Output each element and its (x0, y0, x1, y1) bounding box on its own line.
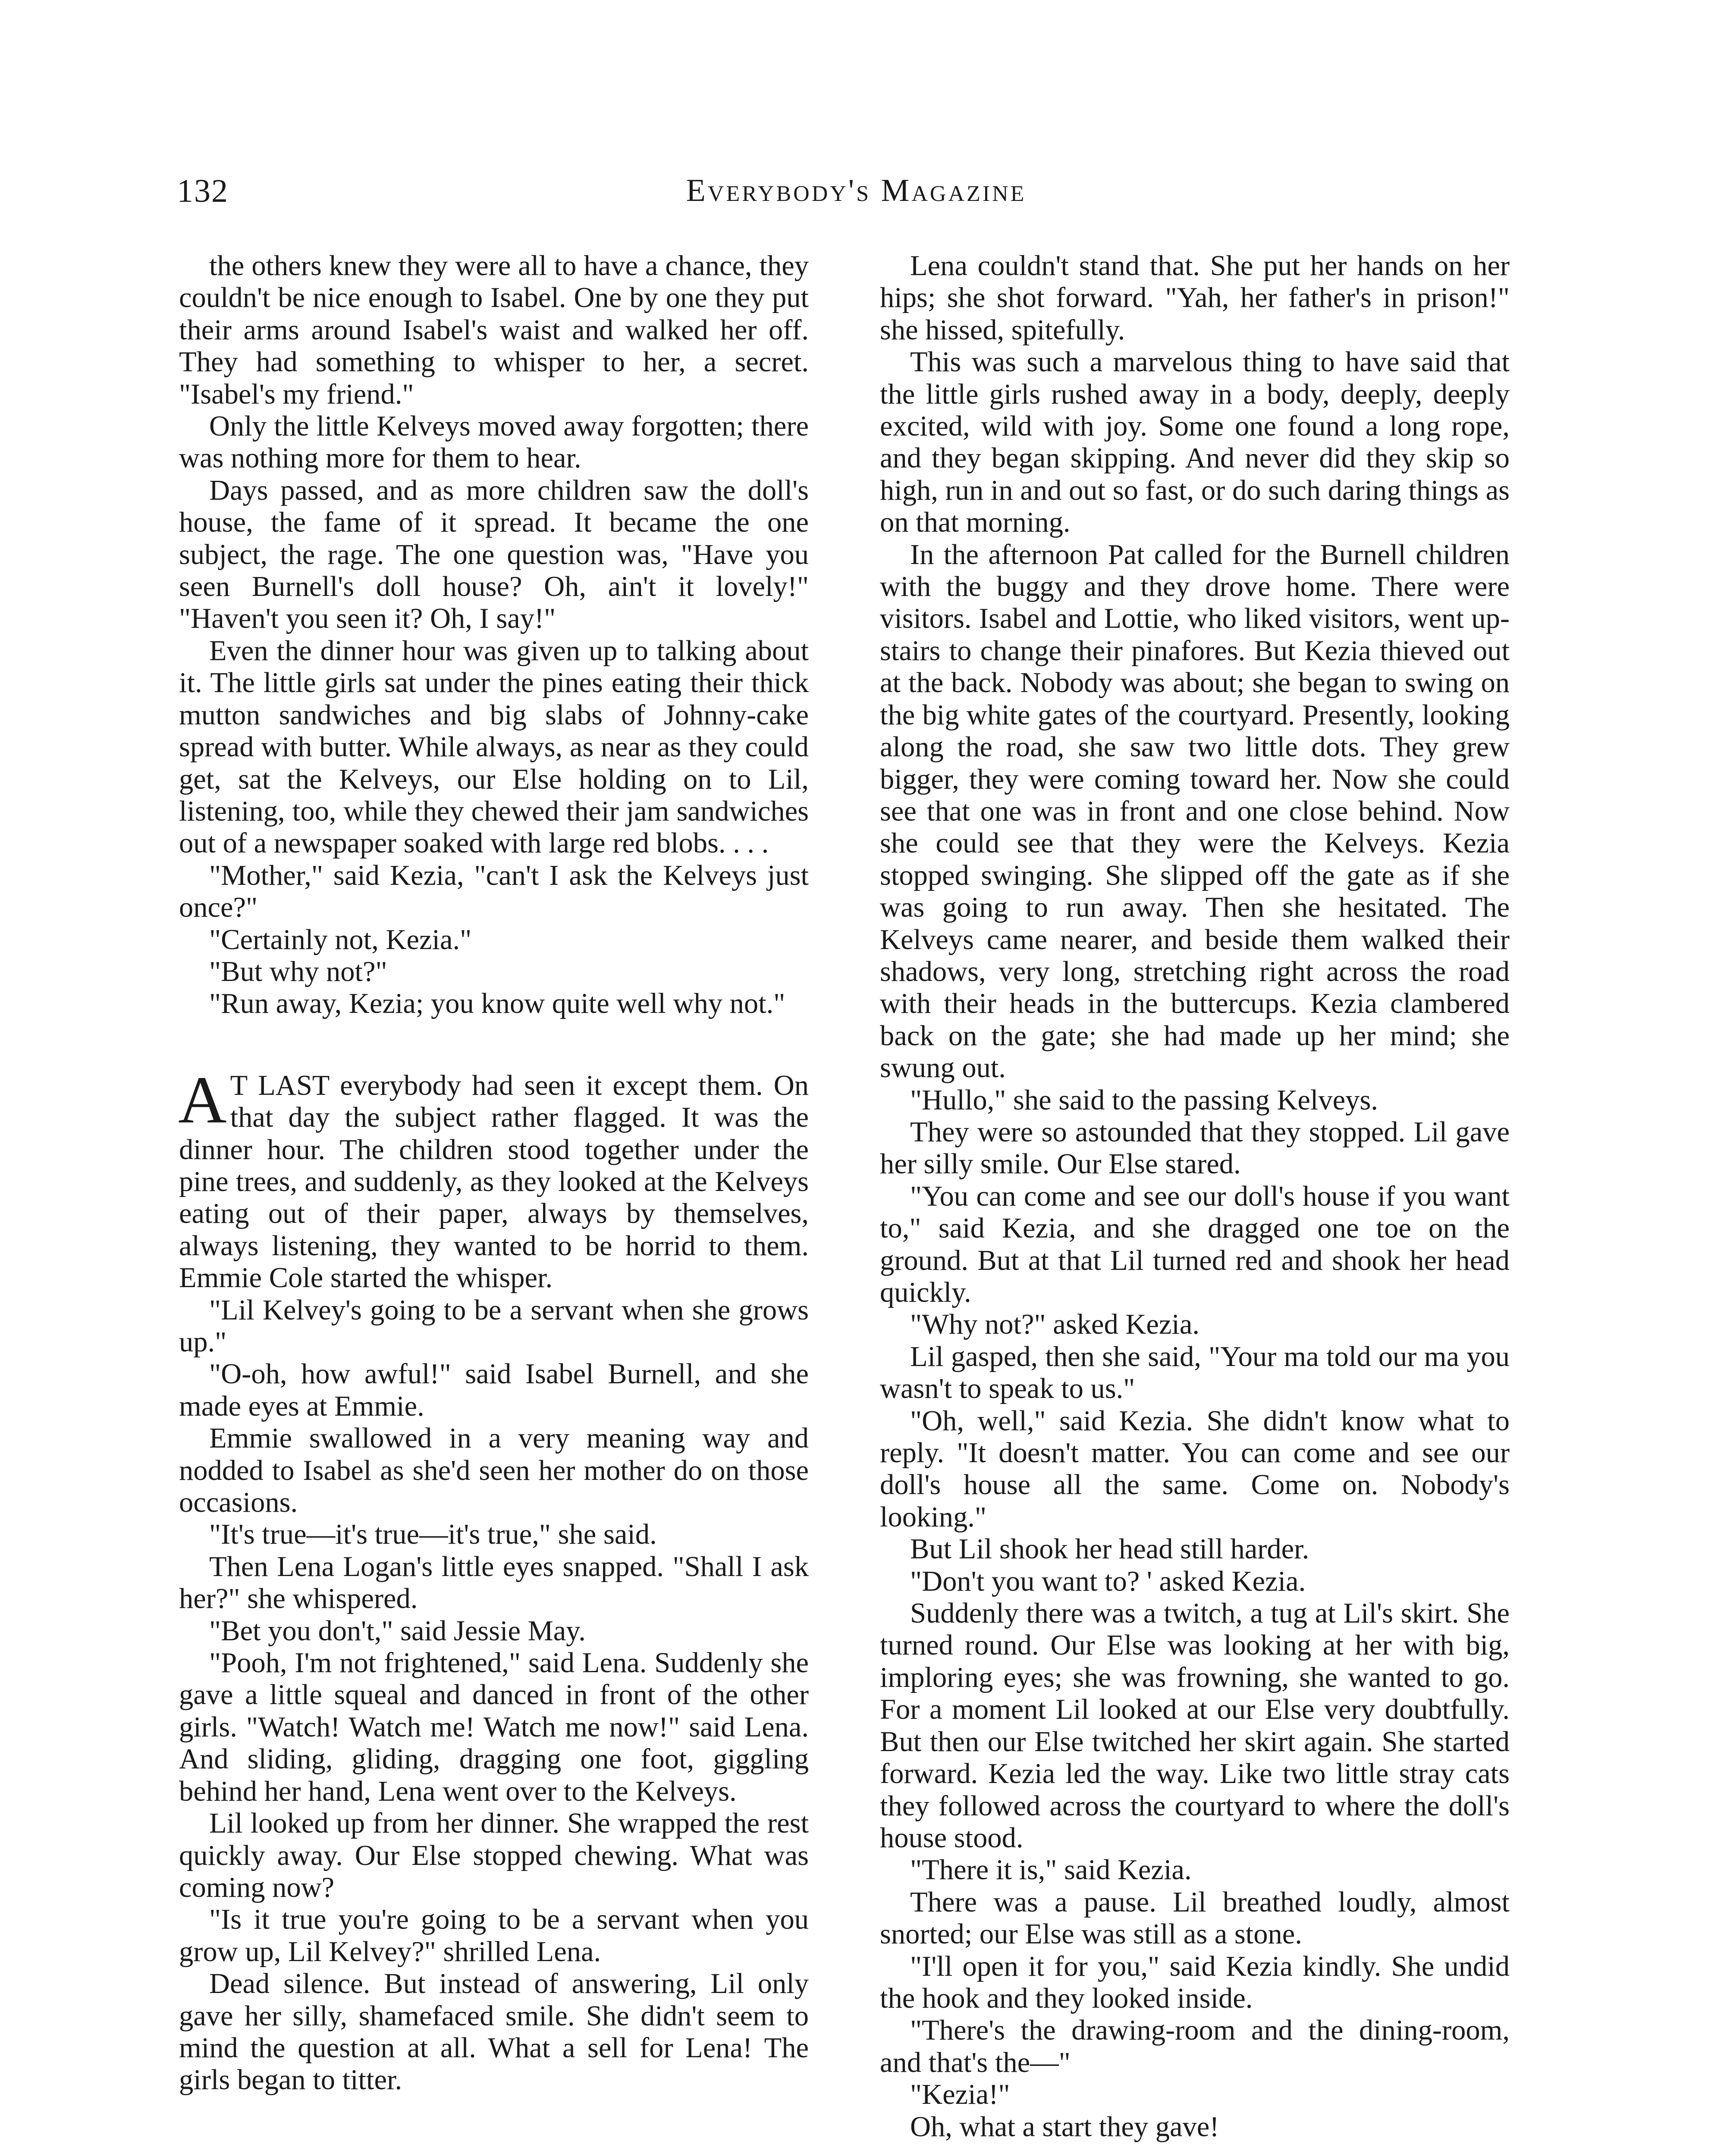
paragraph: "Why not?" asked Kezia. (910, 1309, 1200, 1341)
paragraph: "There's the drawing-room and the dining-room, and that's the—" (880, 2015, 1510, 2078)
paragraph: Lil looked up from her dinner. She wrapped the rest quickly away. Our Else stopped chewing. What was coming now? (179, 1808, 809, 1903)
paragraph: "It's true—it's true—it's true," she said. (209, 1519, 657, 1551)
paragraph: This was such a marvelous thing to have said that the little girls rushed away in a body, deeply, deeply excited, wild with joy. Some one found a long rope, and they began skipping. And never did they skip so high, run in and out so fast, or do such daring things as on that morning. (880, 346, 1510, 539)
paragraph: Only the little Kelveys moved away forgotten; there was nothing more for them to hear. (179, 411, 809, 474)
paragraph: "O-oh, how awful!" said Isabel Burnell, and she made eyes at Emmie. (179, 1358, 809, 1422)
paragraph: Lena couldn't stand that. She put her hands on her hips; she shot forward. "Yah, her father's in prison!" she hissed, spitefully. (880, 250, 1510, 346)
paragraph: "Bet you don't," said Jessie May. (209, 1615, 586, 1647)
right-column (880, 250, 1510, 2143)
paragraph: "Pooh, I'm not frightened," said Lena. Suddenly she gave a little squeal and danced in front of the other girls. "Watch! Watch me! Watch me now!" said Lena. And sliding, gliding, dragging one foot, giggling behind her hand, Lena went over to the Kelveys. (179, 1647, 809, 1807)
page-number: 132 (177, 173, 229, 209)
paragraph: Oh, what a start they gave! (910, 2111, 1219, 2143)
paragraph: "Mother," said Kezia, "can't I ask the Kelveys just once?" (179, 859, 809, 924)
paragraph: "Run away, Kezia; you know quite well why not." (209, 988, 785, 1020)
paragraph: Suddenly there was a twitch, a tug at Lil's skirt. She turned round. Our Else was looking at her with big, imploring eyes; she was frowning, she wanted to go. For a moment Lil looked at our Else very doubtfully. But then our Else twitched her skirt again. She started forward. Kezia led the way. Like two little stray cats they followed across the courtyard to where the doll's house stood. (880, 1598, 1510, 1854)
paragraph: "Lil Kelvey's going to be a servant when she grows up." (179, 1294, 809, 1358)
paragraph: Lil gasped, then she said, "Your ma told our ma you wasn't to speak to us." (880, 1341, 1510, 1405)
paragraph: "Certainly not, Kezia." (209, 924, 472, 956)
section-opening-text: T LAST everybody had seen it except them. On that day the subject rather flagged. It was the dinner hour. The children stood together under the pine trees, and suddenly, as they looked at the Kelveys eating out of their paper, always by themselves, always listening, they wanted to be horrid to them. Emmie Cole started the whisper. (179, 1069, 809, 1294)
section-opening-paragraph (178, 1062, 809, 1294)
paragraph: "Kezia!" (910, 2079, 1010, 2111)
paragraph: But Lil shook her head still harder. (910, 1533, 1309, 1565)
paragraph: Emmie swallowed in a very meaning way and nodded to Isabel as she'd seen her mother do on those occasions. (179, 1423, 809, 1519)
drop-cap: A (178, 1062, 227, 1137)
paragraph: Then Lena Logan's little eyes snapped. "Shall I ask her?" she whispered. (179, 1551, 809, 1615)
paragraph: "Hullo," she said to the passing Kelveys. (910, 1084, 1378, 1116)
paragraph: "You can come and see our doll's house if you want to," said Kezia, and she dragged one toe on the ground. But at that Lil turned red and shook her head quickly. (880, 1180, 1510, 1308)
paragraph: "Don't you want to? ' asked Kezia. (910, 1565, 1306, 1597)
paragraph: "There it is," said Kezia. (910, 1854, 1192, 1886)
page-header (173, 172, 1540, 220)
paragraph: Days passed, and as more children saw the doll's house, the fame of it spread. It became the one subject, the rage. The one question was, "Have you seen Burnell's doll house? Oh, ain't it lovely!" "Haven't you seen it? Oh, I say!" (179, 474, 809, 635)
paragraph: They were so astounded that they stopped. Lil gave her silly smile. Our Else stared. (880, 1116, 1510, 1180)
paragraph: Even the dinner hour was given up to talking about it. The little girls sat under the pines eating their thick mutton sandwiches and big slabs of Johnny-cake spread with butter. While always, as near as they could get, sat the Kelveys, our Else holding on to Lil, listening, too, while they chewed their jam sandwiches out of a newspaper soaked with large red blobs. . . . (179, 635, 809, 859)
paragraph: "Oh, well," said Kezia. She didn't know what to reply. "It doesn't matter. You can come and see our doll's house all the same. Come on. Nobody's looking." (880, 1405, 1510, 1533)
paragraph: Dead silence. But instead of answering, Lil only gave her silly, shamefaced smile. She didn't seem to mind the question at all. What a sell for Lena! The girls began to titter. (179, 1968, 809, 2096)
paragraph: "I'll open it for you," said Kezia kindly. She undid the hook and they looked inside. (880, 1950, 1510, 2014)
paragraph: "Is it true you're going to be a servant when you grow up, Lil Kelvey?" shrilled Lena. (179, 1904, 809, 1968)
paragraph: In the afternoon Pat called for the Burnell children with the buggy and they drove home. There were visitors. Isabel and Lottie, who liked visitors, went up-stairs to change their pinafores. But Kezia thieved out at the back. Nobody was about; she began to swing on the big white gates of the courtyard. Presently, looking along the road, she saw two little dots. They grew bigger, they were coming toward her. Now she could see that one was in front and one close behind. Now she could see that they were the Kelveys. Kezia stopped swinging. She slipped off the gate as if she was going to run away. Then she hesitated. The Kelveys came nearer, and beside them walked their shadows, very long, stretching right across the road with their heads in the buttercups. Kezia clambered back on the gate; she had made up her mind; she swung out. (880, 539, 1510, 1084)
running-title: Everybody's Magazine (686, 173, 1027, 208)
paragraph: the others knew they were all to have a chance, they couldn't be nice enough to Isabel. One by one they put their arms around Isabel's waist and walked her off. They had something to whisper to her, a secret. "Isabel's my friend." (179, 250, 809, 410)
paragraph: There was a pause. Lil breathed loudly, almost snorted; our Else was still as a stone. (880, 1886, 1510, 1950)
paragraph: "But why not?" (209, 956, 387, 987)
left-column (179, 250, 809, 2096)
